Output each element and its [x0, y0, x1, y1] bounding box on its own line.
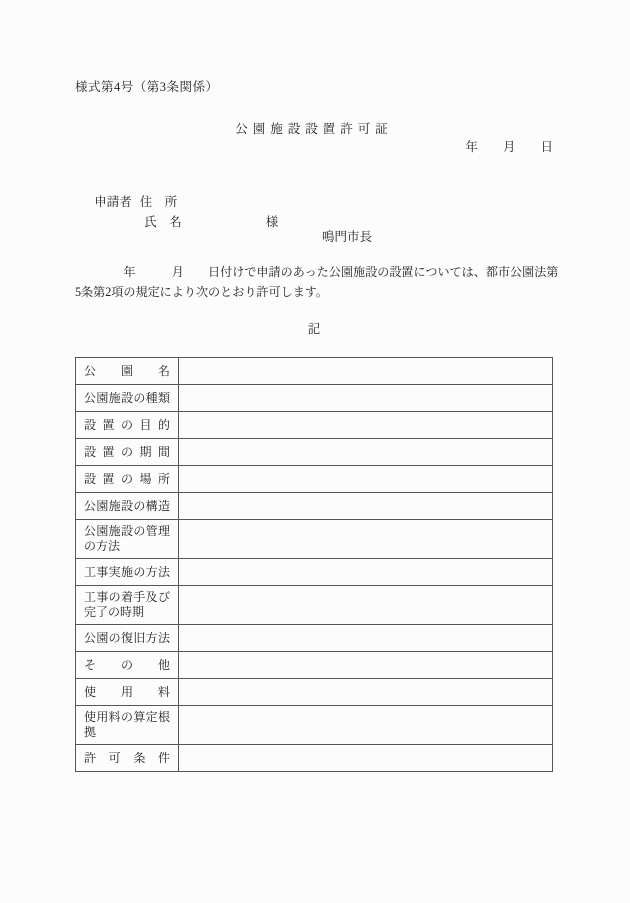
row-label: 設置の期間 [76, 439, 179, 466]
table-row [76, 358, 553, 385]
row-label: 使用料の算定根拠 [76, 706, 179, 745]
page-title: 公園施設設置許可証 [235, 122, 393, 136]
row-label: 公園施設の種類 [76, 385, 179, 412]
table-row [76, 625, 553, 652]
table-row [76, 586, 553, 625]
row-value [179, 679, 553, 706]
table-row [76, 439, 553, 466]
issuer-name: 鳴門市長 [322, 230, 373, 244]
applicant-label: 申請者 [94, 195, 132, 209]
record-marker: 記 [307, 322, 321, 336]
table-row [76, 745, 553, 772]
row-label: 公園名 [76, 358, 179, 385]
row-value [179, 706, 553, 745]
row-label: 使用料 [76, 679, 179, 706]
body-line-1: 年 月 日付けで申請のあった公園施設の設置については、都市公園法第 [75, 265, 559, 279]
row-label: 工事の着手及び完了の時期 [76, 586, 179, 625]
row-label: 公園施設の管理の方法 [76, 520, 179, 559]
applicant-honorific: 様 [265, 215, 279, 229]
permit-details-table [75, 357, 553, 772]
applicant-name-label: 氏 名 [144, 215, 182, 229]
table-row [76, 520, 553, 559]
table-row [76, 706, 553, 745]
row-value [179, 466, 553, 493]
body-line-2: 5条第2項の規定により次のとおり許可します。 [75, 285, 329, 299]
row-label: 公園の復旧方法 [76, 625, 179, 652]
table-row [76, 466, 553, 493]
applicant-address-label: 住 所 [139, 195, 178, 209]
row-value [179, 439, 553, 466]
row-label: 許可条件 [76, 745, 179, 772]
table-row [76, 652, 553, 679]
table-row [76, 385, 553, 412]
row-label: 工事実施の方法 [76, 559, 179, 586]
row-label: その他 [76, 652, 179, 679]
permit-table-body [76, 358, 553, 772]
row-value [179, 559, 553, 586]
applicant-name-line [138, 197, 278, 230]
issue-date-line: 年 月 日 [465, 140, 553, 154]
row-value [179, 745, 553, 772]
row-value [179, 412, 553, 439]
row-value [179, 493, 553, 520]
table-row [76, 493, 553, 520]
row-value [179, 520, 553, 559]
row-value [179, 586, 553, 625]
body-paragraph [75, 262, 559, 302]
table-row [76, 412, 553, 439]
row-value [179, 652, 553, 679]
table-row [76, 559, 553, 586]
row-value [179, 358, 553, 385]
row-label: 公園施設の構造 [76, 493, 179, 520]
row-value [179, 385, 553, 412]
row-label: 設置の目的 [76, 412, 179, 439]
table-row [76, 679, 553, 706]
form-number: 様式第4号（第3条関係） [75, 80, 219, 94]
row-label: 設置の場所 [76, 466, 179, 493]
row-value [179, 625, 553, 652]
